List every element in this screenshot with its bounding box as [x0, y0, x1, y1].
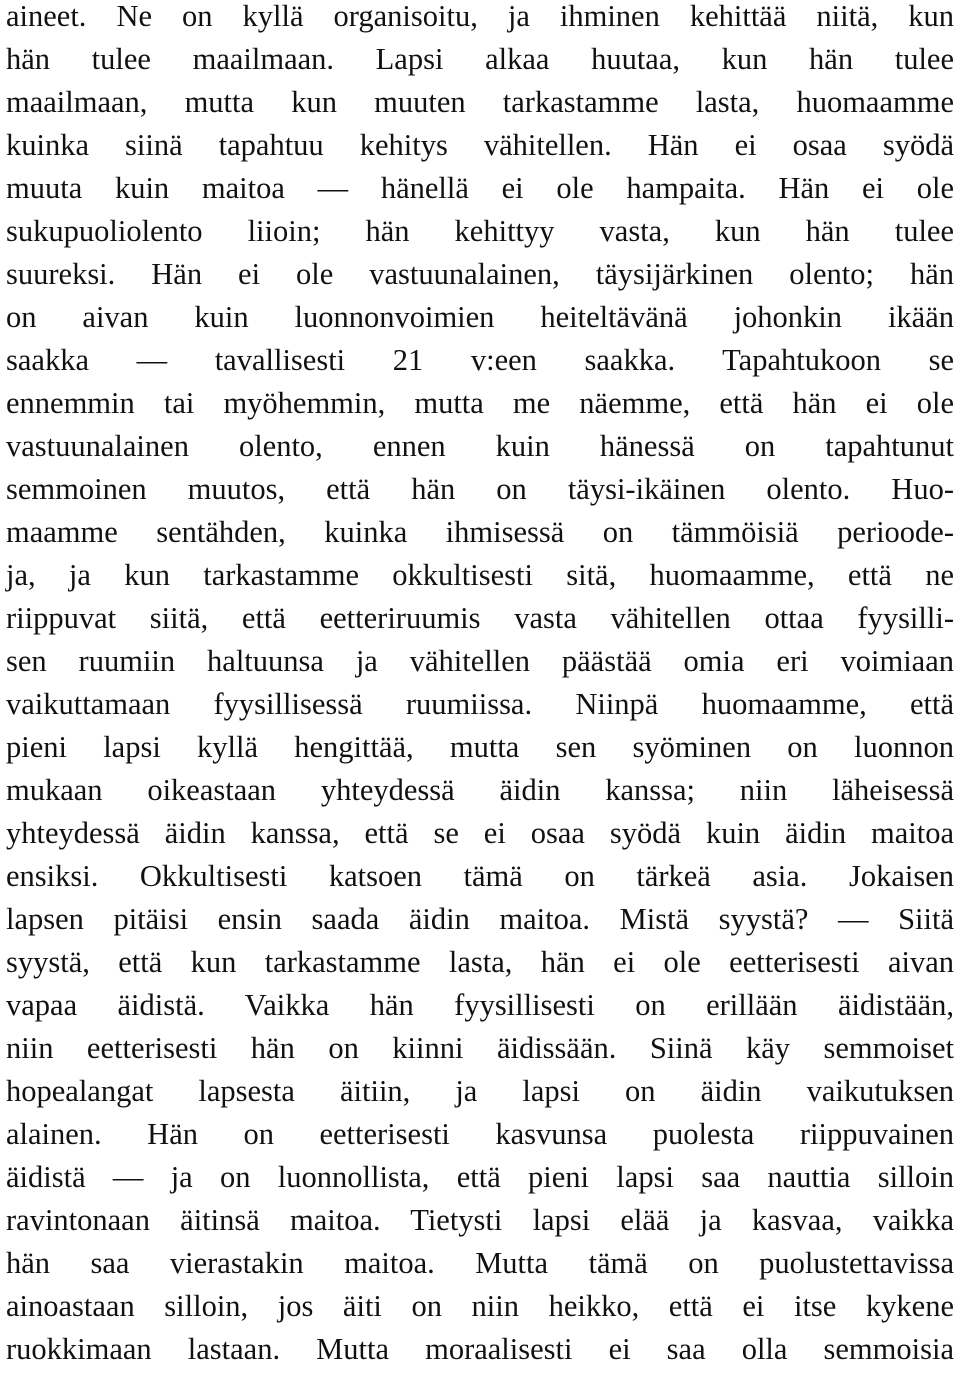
text-line: äidistä — ja on luonnollista, että pieni lapsi saa nauttia silloin	[6, 1160, 954, 1194]
text-line: hän saa vierastakin maitoa. Mutta tämä on puolustettavissa	[6, 1246, 954, 1280]
text-line: riippuvat siitä, että eetteriruumis vasta vähitellen ottaa fyysilli-	[6, 601, 954, 635]
text-line: aineet. Ne on kyllä organisoitu, ja ihminen kehittää niitä, kun	[6, 0, 954, 33]
text-line: alainen. Hän on eetterisesti kasvunsa puolesta riippuvainen	[6, 1117, 954, 1151]
text-line: ja, ja kun tarkastamme okkultisesti sitä, huomaamme, että ne	[6, 558, 954, 592]
text-line: hopealangat lapsesta äitiin, ja lapsi on äidin vaikutuksen	[6, 1074, 954, 1108]
text-line: vastuunalainen olento, ennen kuin hänessä on tapahtunut	[6, 429, 954, 463]
text-line: on aivan kuin luonnonvoimien heiteltävänä johonkin ikään	[6, 300, 954, 334]
text-line: kuinka siinä tapahtuu kehitys vähitellen. Hän ei osaa syödä	[6, 128, 954, 162]
text-line: maailmaan, mutta kun muuten tarkastamme lasta, huomaamme	[6, 85, 954, 119]
text-line: vapaa äidistä. Vaikka hän fyysillisesti on erillään äidistään,	[6, 988, 954, 1022]
text-line: ruokkimaan lastaan. Mutta moraalisesti ei saa olla semmoisia	[6, 1332, 954, 1366]
text-line: hän tulee maailmaan. Lapsi alkaa huutaa, kun hän tulee	[6, 42, 954, 76]
text-line: lapsen pitäisi ensin saada äidin maitoa. Mistä syystä? — Siitä	[6, 902, 954, 936]
text-line: sen ruumiin haltuunsa ja vähitellen päästää omia eri voimiaan	[6, 644, 954, 678]
text-line: mukaan oikeastaan yhteydessä äidin kanssa; niin läheisessä	[6, 773, 954, 807]
text-line: ennemmin tai myöhemmin, mutta me näemme, että hän ei ole	[6, 386, 954, 420]
text-line: maamme sentähden, kuinka ihmisessä on tämmöisiä perioode-	[6, 515, 954, 549]
text-line: yhteydessä äidin kanssa, että se ei osaa syödä kuin äidin maitoa	[6, 816, 954, 850]
text-line: ravintonaan äitinsä maitoa. Tietysti lapsi elää ja kasvaa, vaikka	[6, 1203, 954, 1237]
text-line: saakka — tavallisesti 21 v:een saakka. Tapahtukoon se	[6, 343, 954, 377]
text-line: ainoastaan silloin, jos äiti on niin heikko, että ei itse kykene	[6, 1289, 954, 1323]
text-line: pieni lapsi kyllä hengittää, mutta sen syöminen on luonnon	[6, 730, 954, 764]
text-line: suureksi. Hän ei ole vastuunalainen, täysijärkinen olento; hän	[6, 257, 954, 291]
text-line: semmoinen muutos, että hän on täysi-ikäinen olento. Huo-	[6, 472, 954, 506]
text-line: niin eetterisesti hän on kiinni äidissään. Siinä käy semmoiset	[6, 1031, 954, 1065]
text-line: muuta kuin maitoa — hänellä ei ole hampaita. Hän ei ole	[6, 171, 954, 205]
text-line: syystä, että kun tarkastamme lasta, hän ei ole eetterisesti aivan	[6, 945, 954, 979]
text-line: ensiksi. Okkultisesti katsoen tämä on tärkeä asia. Jokaisen	[6, 859, 954, 893]
text-line: vaikuttamaan fyysillisessä ruumiissa. Niinpä huomaamme, että	[6, 687, 954, 721]
text-line: sukupuoliolento liioin; hän kehittyy vasta, kun hän tulee	[6, 214, 954, 248]
